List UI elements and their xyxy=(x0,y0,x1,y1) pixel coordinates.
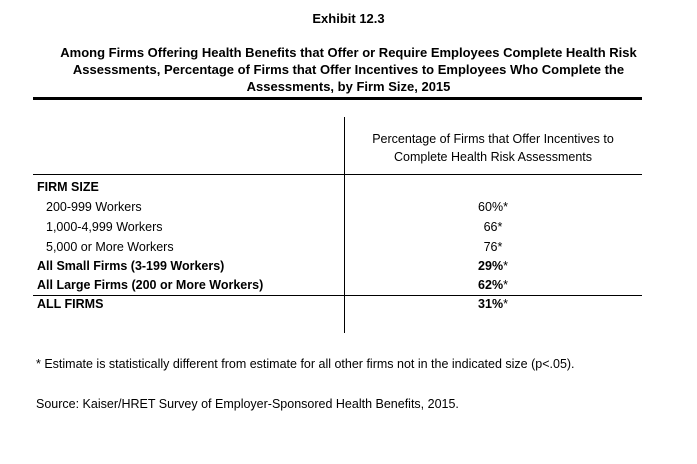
row-value: 29% xyxy=(478,259,504,273)
row-label: All Small Firms (3-199 Workers) xyxy=(37,259,225,273)
row-value: 62% xyxy=(478,278,504,292)
table-row xyxy=(0,197,697,217)
significance-marker: * xyxy=(503,200,508,214)
exhibit-title xyxy=(20,44,677,95)
table-row xyxy=(0,217,697,237)
table-row xyxy=(0,275,697,295)
table-row xyxy=(0,237,697,257)
row-value: 76 xyxy=(483,240,498,254)
row-label: 5,000 or More Workers xyxy=(46,240,174,254)
title-line: Among Firms Offering Health Benefits that Offer or Require Employees Complete Health Risk xyxy=(60,45,637,60)
significance-marker: * xyxy=(497,240,503,254)
row-value: 66 xyxy=(483,220,498,234)
source-note: Source: Kaiser/HRET Survey of Employer-Sponsored Health Benefits, 2015. xyxy=(36,397,459,411)
top-rule xyxy=(33,97,642,100)
row-value: 60% xyxy=(478,200,504,214)
column-header-line: Percentage of Firms that Offer Incentives to xyxy=(372,132,614,146)
significance-marker: * xyxy=(503,259,508,273)
table-row-total xyxy=(0,294,697,314)
column-header xyxy=(348,130,638,166)
row-value-cell xyxy=(348,237,638,257)
row-label: ALL FIRMS xyxy=(37,297,104,311)
title-line: Assessments, by Firm Size, 2015 xyxy=(246,79,451,94)
row-value-cell xyxy=(348,256,638,276)
row-value-cell xyxy=(348,197,638,217)
significance-marker: * xyxy=(497,220,503,234)
column-header-line: Complete Health Risk Assessments xyxy=(394,150,592,164)
row-value: 31% xyxy=(478,297,504,311)
section-header-row xyxy=(0,177,697,197)
title-line: Assessments, Percentage of Firms that Offer Incentives to Employees Who Complete the xyxy=(72,62,625,77)
exhibit-number: Exhibit 12.3 xyxy=(312,11,385,26)
table-row xyxy=(0,256,697,276)
row-label: 200-999 Workers xyxy=(46,200,142,214)
row-value-cell xyxy=(348,275,638,295)
section-label: FIRM SIZE xyxy=(37,180,99,194)
row-label: All Large Firms (200 or More Workers) xyxy=(37,278,264,292)
footnote: * Estimate is statistically different from estimate for all other firms not in the indicated size (p<.05). xyxy=(36,357,575,371)
row-value-cell xyxy=(348,217,638,237)
row-value-cell xyxy=(348,294,638,314)
header-rule xyxy=(33,174,642,175)
significance-marker: * xyxy=(503,297,508,311)
significance-marker: * xyxy=(503,278,508,292)
row-label: 1,000-4,999 Workers xyxy=(46,220,163,234)
